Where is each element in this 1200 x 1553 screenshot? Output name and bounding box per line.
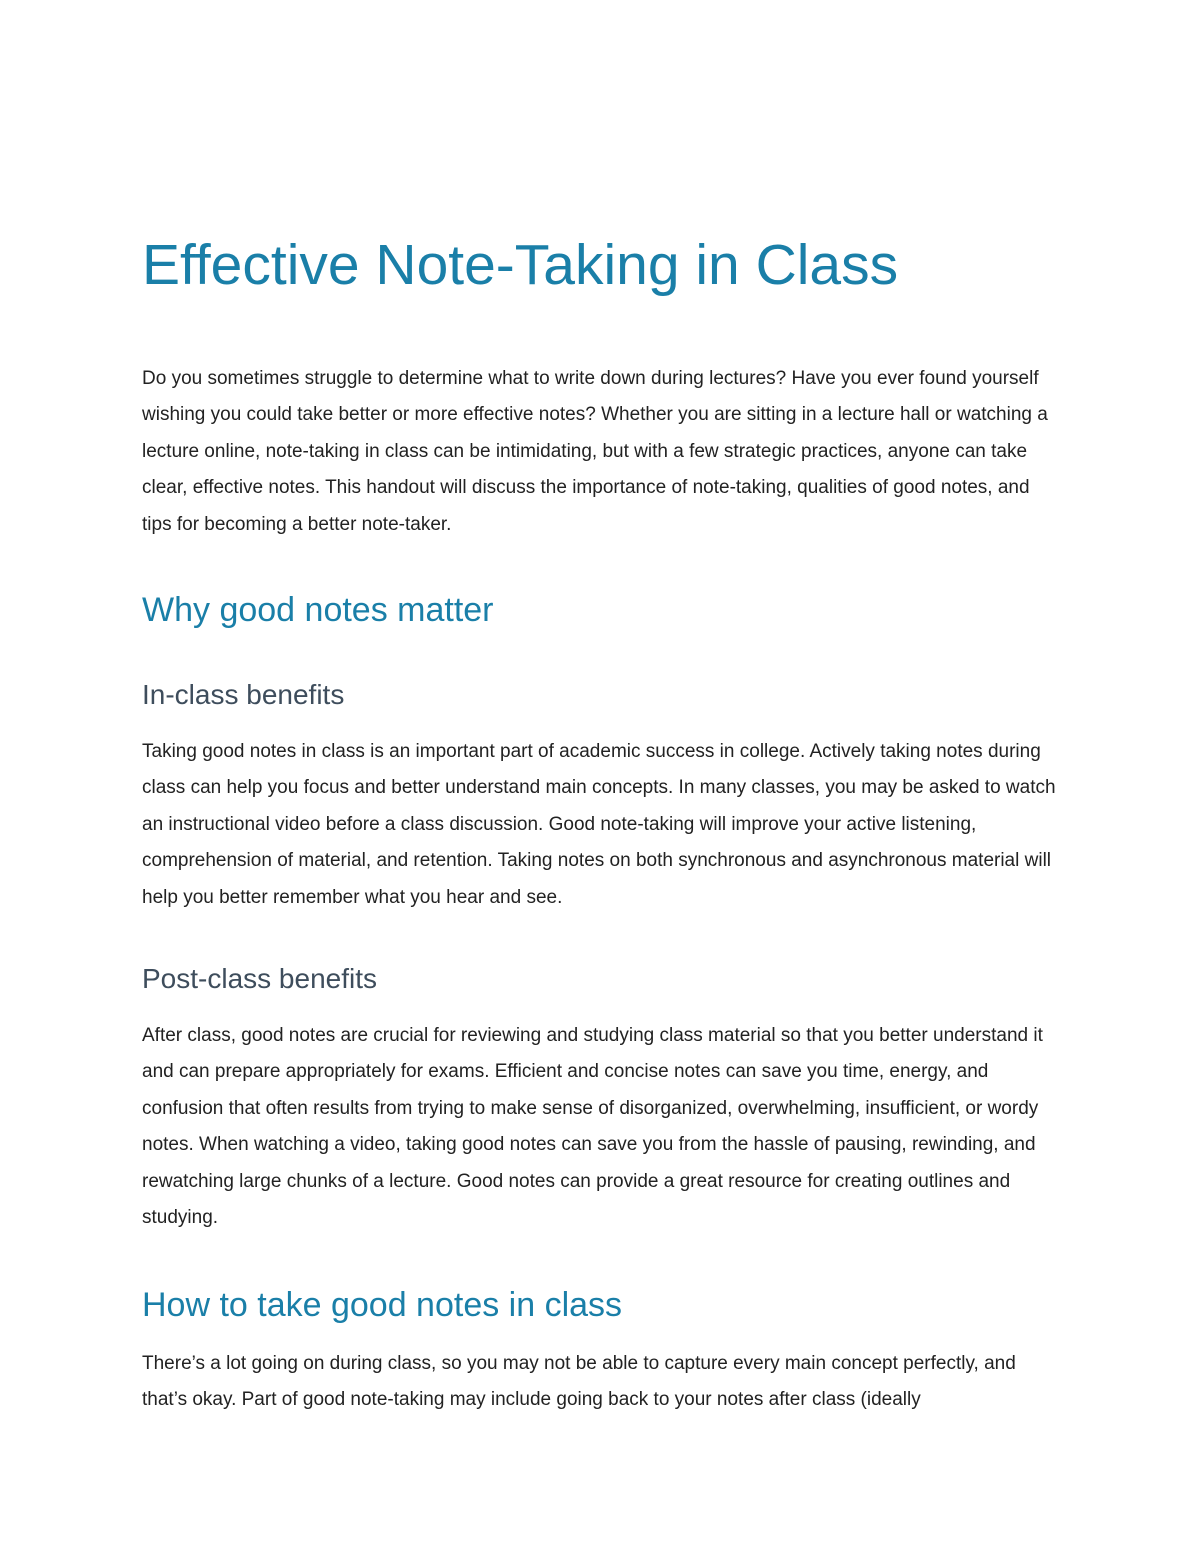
how-to-take-notes-paragraph: There’s a lot going on during class, so you may not be able to capture every main concept perfectly, and that’s okay. Part of good note-taking may include going back to your notes after class (ideally <box>142 1353 1016 1411</box>
intro-paragraph: Do you sometimes struggle to determine what to write down during lectures? Have you ever found yourself wishing you could take better or more effective notes? Whether you are sitting in a lecture hall or watching a lecture online, note-taking in class can be intimidating, but with a few strategic practices, anyone can take clear, effective notes. This handout will discuss the importance of note-taking, qualities of good notes, and tips for becoming a better note-taker. <box>142 368 1048 535</box>
document-title: Effective Note-Taking in Class <box>142 233 899 297</box>
subsection-heading-in-class-benefits: In-class benefits <box>142 679 345 710</box>
section-heading-how-to-take-notes: How to take good notes in class <box>142 1286 623 1324</box>
document-page <box>142 0 1062 1553</box>
post-class-benefits-paragraph: After class, good notes are crucial for reviewing and studying class material so that you better understand it and can prepare appropriately for exams. Efficient and concise notes can save you time, energy, and confusion that often results from trying to make sense of disorganized, overwhelming, insufficient, or wordy notes. When watching a video, taking good notes can save you from the hassle of pausing, rewinding, and rewatching large chunks of a lecture. Good notes can provide a great resource for creating outlines and studying. <box>142 1025 1043 1229</box>
section-heading-why-good-notes: Why good notes matter <box>142 591 494 629</box>
in-class-benefits-paragraph: Taking good notes in class is an important part of academic success in college. Actively taking notes during class can help you focus and better understand main concepts. In many classes, you may be asked to watch an instructional video before a class discussion. Good note-taking will improve your active listening, comprehension of material, and retention. Taking notes on both synchronous and asynchronous material will help you better remember what you hear and see. <box>142 741 1056 908</box>
subsection-heading-post-class-benefits: Post-class benefits <box>142 963 377 994</box>
